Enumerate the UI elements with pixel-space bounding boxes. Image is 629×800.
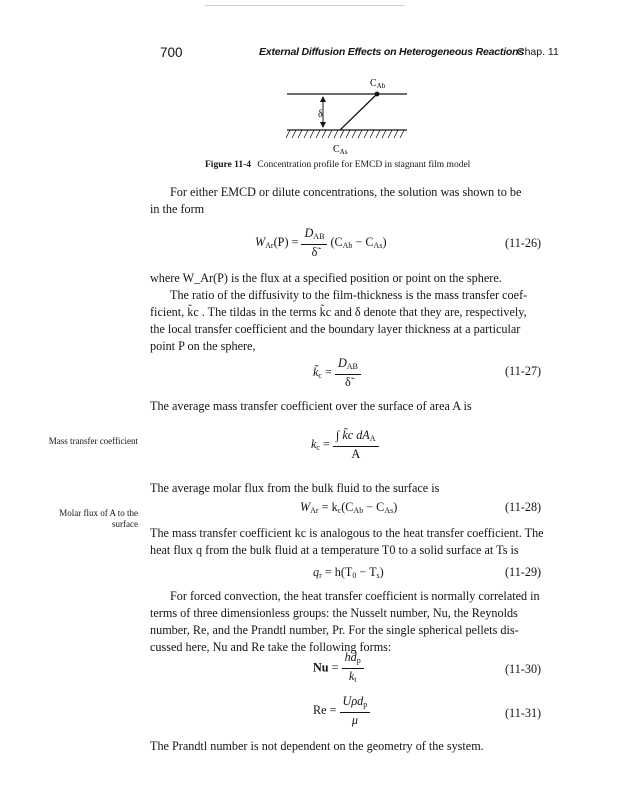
- p6-line-2: terms of three dimensionless groups: the Nusselt number, Nu, the Reynolds: [150, 606, 518, 620]
- equation-11-30: Nu = $\frac{hd_p}{k_t}$: [313, 650, 364, 687]
- equation-11-31: Re = $\frac{U\rho d_p}{\mu}$: [313, 694, 370, 728]
- eqavg-fraction: $\frac{\int k̃c dA_A}{A}$: [333, 428, 379, 462]
- figure-caption-text: Concentration profile for EMCD in stagnant film model: [257, 160, 471, 170]
- p6-line-4: cussed here, Nu and Re take the following forms:: [150, 640, 392, 654]
- surface-hatching: [286, 130, 404, 138]
- equation-11-27: $k̃_c$ = $\frac{D_{AB}}{\deltã}$: [313, 356, 361, 390]
- p2-line-1: where W_Ar(P) is the flux at a specified position or point on the sphere.: [150, 271, 502, 285]
- equation-average-kc: $k_c$ = $\frac{\int k̃c dA_A}{A}$: [311, 428, 379, 462]
- label-cas: $C_{As}$: [333, 144, 348, 156]
- p5-line-1: The mass transfer coefficient kc is analogous to the heat transfer coefficient. The: [150, 526, 544, 540]
- eq-number-11-31: (11-31): [505, 706, 542, 720]
- paragraph-7: The Prandtl number is not dependent on the geometry of the system.: [150, 739, 484, 753]
- p2-line-5: point P on the sphere,: [150, 339, 256, 353]
- scan-top-rule: [205, 5, 405, 6]
- label-delta: δ: [318, 109, 323, 120]
- running-title: [259, 46, 524, 58]
- margin-note-molar-flux: Molar flux of A to the surface: [59, 508, 138, 529]
- paragraph-3: The average mass transfer coefficient over the surface of area A is: [150, 399, 472, 413]
- figure-label: Figure 11-4: [205, 160, 252, 170]
- equation-11-29: $q_r = h(T_0 - T_s)$: [313, 565, 384, 580]
- arrow-up-head: [320, 96, 326, 102]
- paragraph-4: The average molar flux from the bulk fluid to the surface is: [150, 481, 440, 495]
- eq-number-11-27: (11-27): [505, 364, 542, 378]
- paragraph-6: [150, 588, 555, 656]
- p2-line-2: The ratio of the diffusivity to the film-thickness is the mass transfer coef-: [170, 288, 528, 302]
- bulk-point: [375, 92, 380, 97]
- margin-note-mass-transfer: Mass transfer coefficient: [48, 436, 138, 446]
- eq26-fraction: $\frac{D_{AB}}{\deltã}$: [301, 226, 327, 260]
- eq31-fraction: $\frac{U\rho d_p}{\mu}$: [340, 694, 371, 728]
- equation-11-26: $W_{Ar}(P)$ = $\frac{D_{AB}}{\deltã}$ $(C_{Ab} - C_{As})$: [255, 226, 387, 259]
- p6-line-3: number, Re, and the Prandtl number, Pr. For the single spherical pellets dis-: [150, 623, 519, 637]
- figure-caption: [205, 160, 470, 170]
- chapter-label: Chap. 11: [517, 46, 559, 58]
- p6-line-1: For forced convection, the heat transfer coefficient is normally correlated in: [170, 589, 540, 603]
- eq-number-11-29: (11-29): [505, 565, 542, 579]
- eq30-fraction: $\frac{hd_p}{k_t}$: [342, 650, 364, 687]
- p1-line-1: For either EMCD or dilute concentrations, the solution was shown to be: [170, 185, 522, 199]
- arrow-down-head: [320, 122, 326, 128]
- paragraph-1: [150, 184, 555, 218]
- running-title-text: External Diffusion Effects on Heterogeneous Reactions: [259, 46, 524, 58]
- page-number: 700: [160, 45, 183, 60]
- paragraph-2: [150, 270, 555, 355]
- concentration-profile-line: [340, 94, 377, 130]
- equation-11-28: $W_{Ar} = k_c(C_{Ab} - C_{As})$: [300, 500, 398, 515]
- p2-line-4: the local transfer coefficient and the boundary layer thickness at a particular: [150, 322, 521, 336]
- eq-number-11-28: (11-28): [505, 500, 542, 514]
- p5-line-2: heat flux q from the bulk fluid at a temperature T0 to a solid surface at Ts is: [150, 543, 519, 557]
- label-cab: $C_{Ab}$: [370, 78, 386, 90]
- paragraph-5: [150, 525, 555, 559]
- p1-line-2: in the form: [150, 202, 205, 216]
- eq-number-11-30: (11-30): [505, 662, 542, 676]
- eq-number-11-26: (11-26): [505, 236, 542, 250]
- p2-line-3: ficient, k̃c . The tildas in the terms k̃c and δ denote that they are, respectively,: [150, 305, 527, 319]
- eq27-fraction: $\frac{D_{AB}}{\deltã}$: [335, 356, 361, 390]
